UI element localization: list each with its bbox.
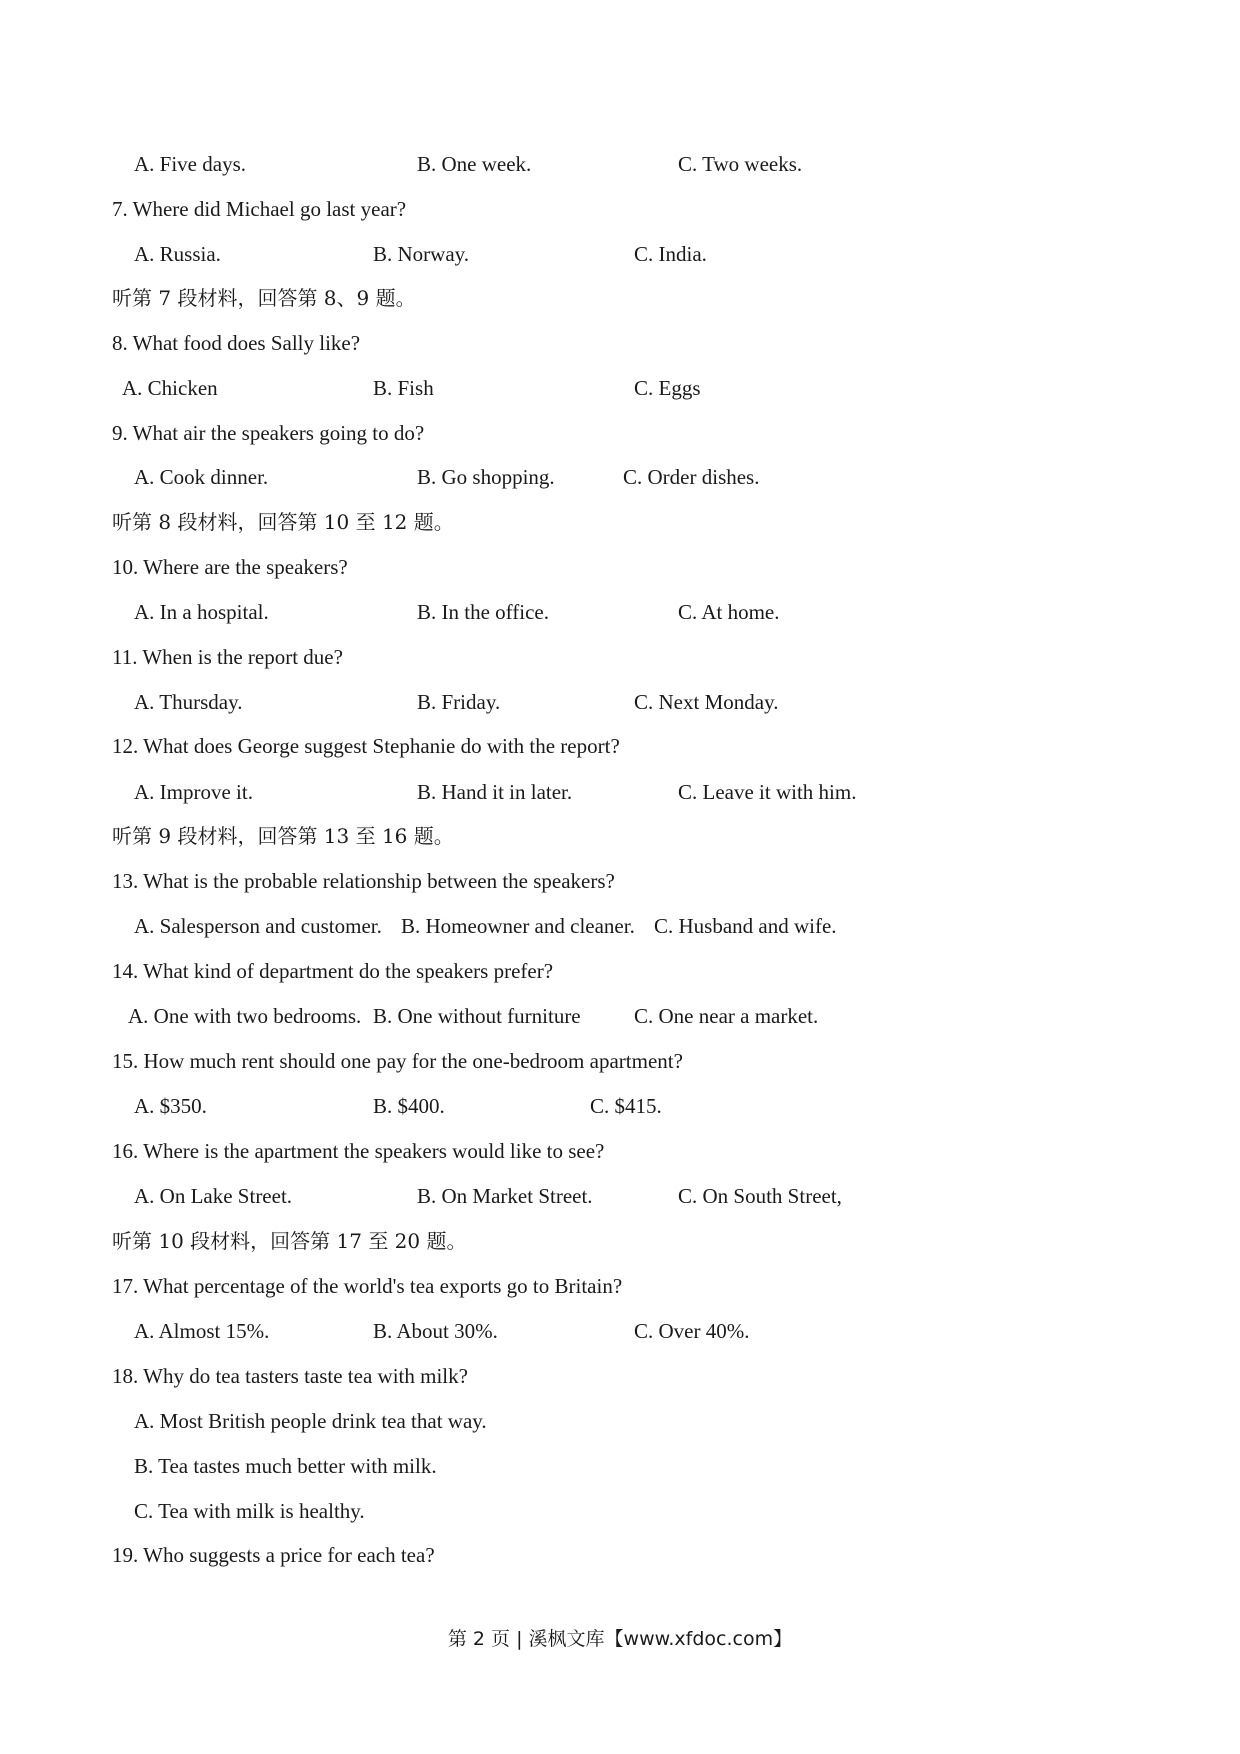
option-a: A. On Lake Street. xyxy=(134,1184,293,1208)
option-b: B. $400. xyxy=(373,1094,445,1118)
option-a: A. In a hospital. xyxy=(134,600,269,624)
question-8 xyxy=(0,328,1240,358)
option-b: B. Fish xyxy=(373,376,434,400)
question-18 xyxy=(0,1361,1240,1391)
option-b: B. Hand it in later. xyxy=(417,780,573,804)
question-text: 11. When is the report due? xyxy=(112,645,343,669)
option-c: C. India. xyxy=(634,242,707,266)
option-a: A. Salesperson and customer. xyxy=(134,914,382,938)
question-10-options xyxy=(0,597,1240,627)
question-text: 12. What does George suggest Stephanie do with the report? xyxy=(112,734,620,758)
question-18-option-a xyxy=(0,1406,1240,1436)
question-9 xyxy=(0,418,1240,448)
question-15-options xyxy=(0,1091,1240,1121)
question-18-option-c xyxy=(0,1496,1240,1526)
option-c: C. Two weeks. xyxy=(678,152,803,176)
question-14-options xyxy=(0,1001,1240,1031)
section-7-instruction xyxy=(0,283,1240,313)
option-b: B. Tea tastes much better with milk. xyxy=(134,1454,437,1478)
option-a: A. One with two bedrooms. xyxy=(128,1004,362,1028)
option-a: A. Cook dinner. xyxy=(134,465,269,489)
option-b: B. About 30%. xyxy=(373,1319,498,1343)
question-7-options xyxy=(0,239,1240,269)
section-text: 听第 7 段材料，回答第 8、9 题。 xyxy=(112,286,416,310)
section-9-instruction xyxy=(0,821,1240,851)
question-16 xyxy=(0,1136,1240,1166)
option-c: C. Order dishes. xyxy=(623,465,760,489)
option-c: C. Tea with milk is healthy. xyxy=(134,1499,365,1523)
question-8-options xyxy=(0,373,1240,403)
question-12-options xyxy=(0,777,1240,807)
option-b: B. Friday. xyxy=(417,690,501,714)
question-16-options xyxy=(0,1181,1240,1211)
question-text: 8. What food does Sally like? xyxy=(112,331,361,355)
option-a: A. Chicken xyxy=(122,376,218,400)
option-b: B. On Market Street. xyxy=(417,1184,593,1208)
option-c: C. Husband and wife. xyxy=(654,914,837,938)
section-10-instruction xyxy=(0,1226,1240,1256)
option-c: C. Over 40%. xyxy=(634,1319,750,1343)
option-a: A. Almost 15%. xyxy=(134,1319,270,1343)
option-a: A. Five days. xyxy=(134,152,246,176)
option-b: B. Go shopping. xyxy=(417,465,555,489)
option-c: C. Leave it with him. xyxy=(678,780,857,804)
page-footer: 第 2 页 | 溪枫文库【www.xfdoc.com】 xyxy=(447,1628,793,1650)
option-c: C. Eggs xyxy=(634,376,701,400)
question-14 xyxy=(0,956,1240,986)
section-text: 听第 9 段材料，回答第 13 至 16 题。 xyxy=(112,824,454,848)
option-b: B. Norway. xyxy=(373,242,470,266)
question-17 xyxy=(0,1271,1240,1301)
question-19 xyxy=(0,1540,1240,1570)
option-b: B. In the office. xyxy=(417,600,549,624)
option-b: B. One week. xyxy=(417,152,532,176)
option-c: C. At home. xyxy=(678,600,780,624)
option-b: B. Homeowner and cleaner. xyxy=(401,914,635,938)
question-text: 13. What is the probable relationship between the speakers? xyxy=(112,869,615,893)
question-text: 18. Why do tea tasters taste tea with milk? xyxy=(112,1364,468,1388)
option-b: B. One without furniture xyxy=(373,1004,581,1028)
option-c: C. $415. xyxy=(590,1094,662,1118)
question-9-options xyxy=(0,462,1240,492)
question-10 xyxy=(0,552,1240,582)
question-text: 17. What percentage of the world's tea exports go to Britain? xyxy=(112,1274,623,1298)
question-11 xyxy=(0,642,1240,672)
question-12 xyxy=(0,731,1240,761)
section-8-instruction xyxy=(0,507,1240,537)
question-18-option-b xyxy=(0,1451,1240,1481)
section-text: 听第 10 段材料，回答第 17 至 20 题。 xyxy=(112,1229,467,1253)
question-13 xyxy=(0,866,1240,896)
option-c: C. One near a market. xyxy=(634,1004,819,1028)
option-a: A. Most British people drink tea that way. xyxy=(134,1409,487,1433)
question-text: 7. Where did Michael go last year? xyxy=(112,197,407,221)
question-text: 16. Where is the apartment the speakers would like to see? xyxy=(112,1139,605,1163)
question-text: 19. Who suggests a price for each tea? xyxy=(112,1543,435,1567)
option-a: A. Russia. xyxy=(134,242,221,266)
option-a: A. Improve it. xyxy=(134,780,253,804)
question-11-options xyxy=(0,687,1240,717)
section-text: 听第 8 段材料，回答第 10 至 12 题。 xyxy=(112,510,454,534)
question-17-options xyxy=(0,1316,1240,1346)
question-13-options xyxy=(0,911,1240,941)
option-a: A. $350. xyxy=(134,1094,207,1118)
option-a: A. Thursday. xyxy=(134,690,243,714)
question-6-options xyxy=(0,149,1240,179)
question-text: 14. What kind of department do the speakers prefer? xyxy=(112,959,554,983)
question-text: 15. How much rent should one pay for the one-bedroom apartment? xyxy=(112,1049,683,1073)
question-7 xyxy=(0,194,1240,224)
option-c: C. On South Street, xyxy=(678,1184,842,1208)
option-c: C. Next Monday. xyxy=(634,690,779,714)
question-15 xyxy=(0,1046,1240,1076)
question-text: 9. What air the speakers going to do? xyxy=(112,421,425,445)
question-text: 10. Where are the speakers? xyxy=(112,555,348,579)
